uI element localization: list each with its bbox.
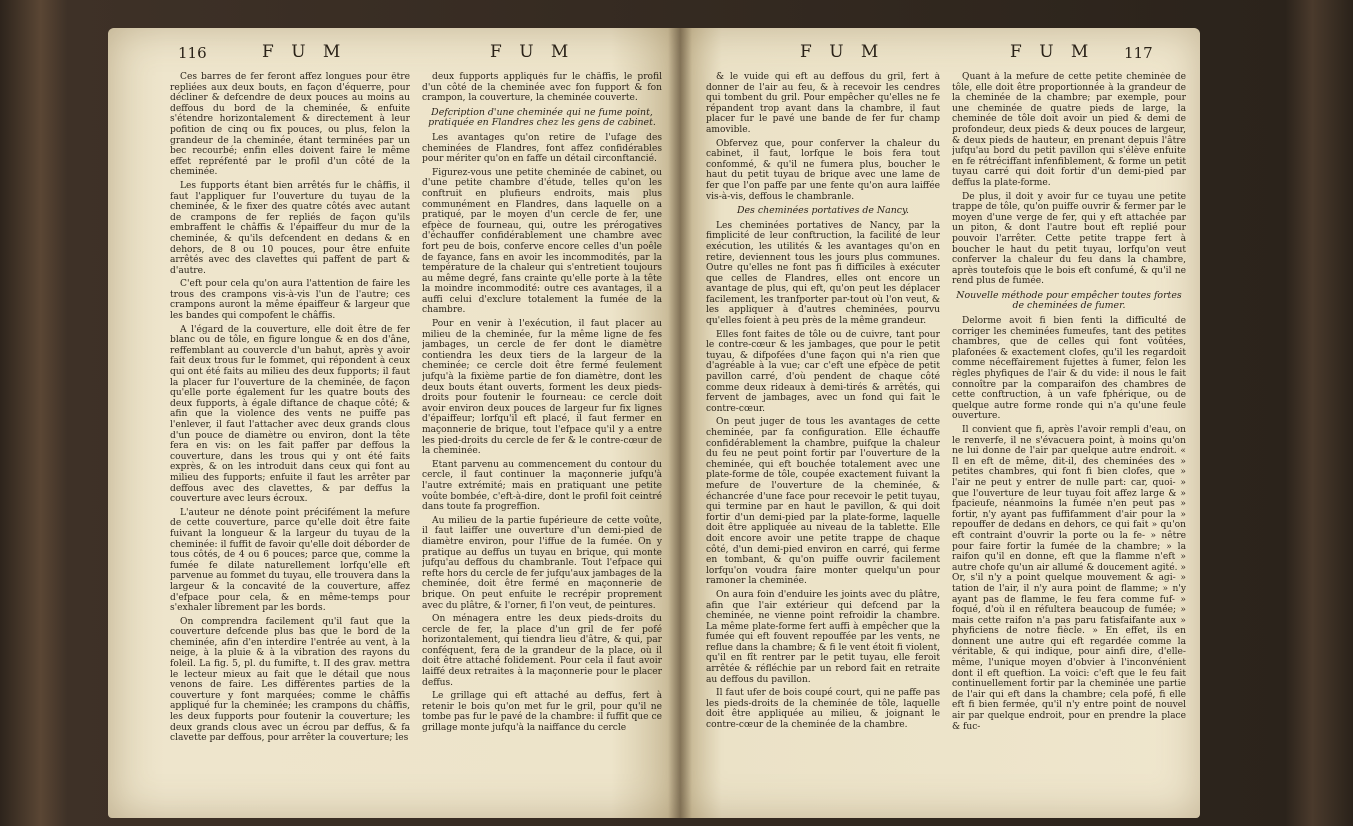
left-column-2 <box>422 72 662 807</box>
paragraph: On peut juger de tous les avantages de cette cheminée, par fa configuration. Elle échauffe confidérablement la chambre, puifque la chaleur du feu ne peut point fortir par l'ouverture de la cheminée, qui eft bouchée totalement avec une plate-forme de tôle, coupée exactement fuivant la mefure de l'ouverture de la cheminée, & échancrée d'une face pour recevoir le petit tuyau, qui termine par en haut le pavillon, & qui doit fortir d'un demi-pied par la plate-forme, laquelle doit être appliquée au niveau de la tablette. Elle doit encore avoir une petite trappe de chaque côté, d'un demi-pied environ en carré, qui ferme en tombant, & qu'on puiffe ouvrir facilement lorfqu'on voudra faire monter quelqu'un pour ramoner la cheminée. <box>706 417 940 587</box>
paragraph: Il faut ufer de bois coupé court, qui ne paffe pas les pieds-droits de la cheminée de tôle, laquelle doit être appliquée au milieu, & joignant le contre-cœur de la cheminée de la chambre. <box>706 688 940 731</box>
left-page-number: 116 <box>178 44 207 62</box>
paragraph: C'eft pour cela qu'on aura l'attention de faire les trous des crampons vis-à-vis l'un de l'autre; ces crampons auront la même épaiffeur & largeur que les bandes qui compofent le châffis. <box>170 279 410 322</box>
paragraph: A l'égard de la couverture, elle doit être de fer blanc ou de tôle, en figure longue & en dos d'âne, reffemblant au couvercle d'un bahut, après y avoir fait deux trous fur le fommet, qui répondent à ceux qui ont été faits au milieu des deux fupports; il faut la placer fur l'ouverture de la cheminée, de façon qu'elle porte également fur les quatre bouts des deux fupports, à égale diftance de chaque côté; & afin que la violence des vents ne puiffe pas l'enlever, il faut l'attacher avec deux grands clous d'un pouce de diamètre ou environ, dont la tête fera en vis: on les fait paffer par deffous la couverture, dans les trous qui y ont été faits exprès, & on les introduit dans ceux qui font au milieu des fupports; enfuite il faut les arrêter par deffous avec des clavettes, & par deffus la couverture avec leurs écroux. <box>170 324 410 505</box>
paragraph: & le vuide qui eft au deffous du gril, fert à donner de l'air au feu, & à recevoir les cendres qui tombent du gril. Pour empêcher qu'elles ne fe répandent trop avant dans la chambre, il faut placer fur le pavé une bande de fer fur champ amovible. <box>706 72 940 135</box>
left-running-head-2: F U M <box>490 42 575 62</box>
paragraph: Etant parvenu au commencement du contour du cercle, il faut continuer la maçonnerie jufqu'à l'autre extrémité; mais en pratiquant une petite voûte bombée, c'eft-à-dire, dont le profil foit ceintré dans toute fa progreffion. <box>422 459 662 513</box>
paragraph: On ménagera entre les deux pieds-droits du cercle de fer, la place d'un gril de fer pofé horizontalement, qui tiendra lieu d'âtre, & qui, par conféquent, fera de la grandeur de la place, où il doit être attaché folidement. Pour cela il faut avoir laiffé deux retraites à la maçonnerie pour le placer deffus. <box>422 614 662 688</box>
paragraph: Les cheminées portatives de Nancy, par la fimplicité de leur conftruction, la facilité de leur exécution, les utilités & les avantages qu'on en retire, deviennent tous les jours plus communes. Outre qu'elles ne font pas fi difficiles à exécuter que celles de Flandres, elles ont encore un avantage de plus, qui eft, qu'on peut les déplacer facilement, les tranfporter par-tout où l'on veut, & les appliquer à d'autres cheminées, pourvu qu'elles foient à peu près de la même grandeur. <box>706 220 940 327</box>
paragraph: Delorme avoit fi bien fenti la difficulté de corriger les cheminées fumeufes, tant des petites chambres, que de celles qui font voûtées, plafonées & exactement clofes, qu'il les regardoit comme néceffairement fujettes à fumer, felon les règles phyfiques de l'air & du vide: il nous le fait connoître par la comparaifon des chambres de cette conftruction, à un vafe fphérique, ou de quelque autre forme ronde qui n'a qu'une feule ouverture. <box>952 316 1186 422</box>
paragraph: deux fupports appliqués fur le châffis, le profil d'un côté de la cheminée avec fon fupport & fon crampon, la couverture, la cheminée couverte. <box>422 72 662 104</box>
paragraph: Elles font faites de tôle ou de cuivre, tant pour le contre-cœur & les jambages, que pour le petit tuyau, & difpofées d'une façon qui n'a rien que d'agréable à la vue; car c'eft une efpèce de petit pavillon carré, d'où pendent de chaque côté comme deux rideaux à demi-tirés & arrêtés, qui fervent de jambages, avec un fond qui fait le contre-cœur. <box>706 329 940 414</box>
right-running-head-1: F U M <box>800 42 885 62</box>
paragraph: Les fupports étant bien arrêtés fur le châffis, il faut l'appliquer fur l'ouverture du tuyau de la cheminée, & le fixer des quatre côtés avec autant de crampons de fer repliés de façon qu'ils embraffent le châffis & l'épaiffeur du mur de la cheminée, & qu'ils defcendent en dedans & en dehors, de 8 ou 10 pouces, pour être enfuite arrêtés avec des clavettes qui paffent de part & d'autre. <box>170 180 410 276</box>
right-column-2 <box>952 72 1186 807</box>
paragraph: L'auteur ne dénote point précifément la mefure de cette couverture, parce qu'elle doit être faite fuivant la longueur & la largeur du tuyau de la cheminée: il fuffit de favoir qu'elle doit déborder de tous côtés, de 4 ou 6 pouces; parce que, comme la fumée fe dilate naturellement lorfqu'elle eft parvenue au fommet du tuyau, elle trouvera dans la largeur & la concavité de la couverture, affez d'efpace pour cela, & en même-temps pour s'exhaler librement par les bords. <box>170 507 410 614</box>
paragraph: On aura foin d'enduire les joints avec du plâtre, afin que l'air extérieur qui defcend par la cheminée, ne vienne point refroidir la chambre. La même plate-forme fert auffi à empêcher que la fumée qui eft fouvent repouffée par les vents, ne reflue dans la chambre; & fi le vent étoit fi violent, qu'il en fît rentrer par le petit tuyau, elle feroit arrêtée & réfléchie par un rebord fait en retraite au deffous du pavillon. <box>706 589 940 685</box>
book-gutter <box>668 28 692 818</box>
paragraph: Pour en venir à l'exécution, il faut placer au milieu de la cheminée, fur la même ligne de fes jambages, un cercle de fer dont le diamètre contiendra les deux tiers de la largeur de la cheminée; ce cercle doit être fermé feulement jufqu'à la fixième partie de fon diamètre, dont les deux bouts étant ouverts, forment les deux pieds-droits pour foutenir le fourneau: ce cercle doit avoir environ deux pouces de largeur fur fix lignes d'épaiffeur; lorfqu'il eft placé, il faut fermer en maçonnerie de brique, tout l'efpace qu'il y a entre les pied-droits du cercle de fer & le contre-cœur de la cheminée. <box>422 319 662 457</box>
paragraph: Obfervez que, pour conferver la chaleur du cabinet, il faut, lorfque le bois fera tout confommé, & qu'il ne fumera plus, boucher le haut du petit tuyau de brique avec une lame de fer que l'on paffe par une fente qu'on aura laiffée vis-à-vis, deffous le chambranle. <box>706 138 940 202</box>
paragraph: Ces barres de fer feront affez longues pour être repliées aux deux bouts, en façon d'équerre, pour décliner & defcendre de deux pouces au moins au deffous du bord de la cheminée, & enfuite s'étendre horizontalement & directement à leur pofition de cinq ou fix pouces, ou plus, felon la grandeur de la cheminée, étant terminées par un bec recourbé; enfin elles doivent faire le même effet repréfenté par le profil d'un côté de la cheminée. <box>170 72 410 178</box>
section-heading: Defcription d'une cheminée qui ne fume point, pratiquée en Flandres chez les gens de cabinet. <box>428 106 656 129</box>
section-heading: Nouvelle méthode pour empêcher toutes fortes de cheminées de fumer. <box>956 289 1182 312</box>
right-running-head-2: F U M <box>1010 42 1095 62</box>
paragraph: On comprendra facilement qu'il faut que la couverture defcende plus bas que le bord de la cheminée, afin d'en interdire l'entrée au vent, à la neige, à la pluie & à la vibration des rayons du foleil. La fig. 5, pl. du fumifte, t. II des grav. mettra le lecteur mieux au fait que le détail que nous venons de faire. Les différentes parties de la couverture y font marquées; comme le châffis appliqué fur la cheminée; les crampons du châffis, les deux fupports pour foutenir la couverture; les deux grands clous avec un écrou par deffus, & fa clavette par deffous, pour arrêter la couverture; les <box>170 616 410 744</box>
left-column-1 <box>170 72 410 807</box>
section-heading: Des cheminées portatives de Nancy. <box>736 205 910 217</box>
paragraph: Au milieu de la partie fupérieure de cette voûte, il faut laiffer une ouverture d'un demi-pied de diamètre environ, pour l'iffue de la fumée. On y pratique au deffus un tuyau en brique, qui monte jufqu'au deffous du chambranle. Tout l'efpace qui refte hors du cercle de fer jufqu'aux jambages de la cheminée, doit être fermé en maçonnerie de brique. On peut enfuite le recrépir proprement avec du plâtre, & l'orner, fi l'on veut, de peintures. <box>422 515 662 611</box>
paragraph: Le grillage qui eft attaché au deffus, fert à retenir le bois qu'on met fur le gril, pour qu'il ne tombe pas fur le pavé de la chambre: il fuffit que ce grillage monte jufqu'à la naiffance du cercle <box>422 691 662 734</box>
paragraph: Figurez-vous une petite cheminée de cabinet, ou d'une petite chambre d'étude, telles qu'on les conftruit en plufieurs endroits, mais plus communément en Flandres, dans laquelle on a pratiqué, par le moyen d'un cercle de fer, une efpèce de fourneau, qui, outre les prérogatives d'échauffer confidérablement une chambre avec fort peu de bois, conferve encore celles d'un poêle de fayance, fans en avoir les incommodités, par la température de la chaleur qui s'entretient toujours au même degré, fans crainte qu'elle porte à la tête la moindre incommodité: outre ces avantages, il a auffi celui d'exclure totalement la fumée de la chambre. <box>422 167 662 316</box>
right-column-1 <box>706 72 940 807</box>
paragraph: Quant à la mefure de cette petite cheminée de tôle, elle doit être proportionnée à la grandeur de la cheminée de la chambre; par exemple, pour une cheminée de quatre pieds de large, la cheminée de tôle doit avoir un pied & demi de profondeur, deux pieds & deux pouces de largeur, & deux pieds de hauteur, en prenant depuis l'âtre jufqu'au bord du petit pavillon qui s'élève enfuite en fe rétréciffant infenfiblement, & forme un petit tuyau carré qui doit fortir d'un demi-pied par deffus la plate-forme. <box>952 72 1186 188</box>
left-running-head-1: F U M <box>262 42 347 62</box>
paragraph: De plus, il doit y avoir fur ce tuyau une petite trappe de tôle, qu'on puiffe ouvrir & fermer par le moyen d'une verge de fer, qui y eft attachée par un piton, & dont l'autre bout eft replié pour pouvoir l'arrêter. Cette petite trappe fert à boucher le haut du petit tuyau, lorfqu'on veut conferver la chaleur du feu dans la chambre, après toutefois que le bois eft confumé, & qu'il ne rend plus de fumée. <box>952 191 1186 287</box>
paragraph: Les avantages qu'on retire de l'ufage des cheminées de Flandres, font affez confidérables pour mériter qu'on en faffe un détail circonftancié. <box>422 132 662 165</box>
paragraph: Il convient que fi, après l'avoir rempli d'eau, on le renverfe, il ne s'évacuera point, à moins qu'on ne lui donne de l'air par quelque autre endroit. « Il en eft de même, dit-il, des cheminées des » petites chambres, qui font fi bien clofes, que » l'air ne peut y entrer de nulle part: car, quoi- » que l'ouverture de leur tuyau foit affez large & » fpacieufe, néanmoins la fumée n'en peut pas » fortir, n'y ayant pas fuffifamment d'air pour la » repouffer de dedans en dehors, ce qui fait » qu'on eft contraint d'ouvrir la porte ou la fe- » nêtre pour faire fortir la fumée de la chambre; » la raifon qu'il en donne, eft que la flamme n'eft » autre chofe qu'un air allumé & doucement agité. » Or, s'il n'y a point quelque mouvement & agi- » tation de l'air, il n'y aura point de flamme; » n'y ayant pas de flamme, le feu fera comme fuf- » foqué, d'où il en réfultera beaucoup de fumée; » mais cette raifon n'a pas paru fatisfaifante aux » phyficiens de notre fiècle. » En effet, ils en donnent une autre qui eft regardée comme la véritable, & qui indique, pour ainfi dire, d'elle-même, l'unique moyen d'obvier à l'inconvénient dont il eft queftion. La voici: c'eft que le feu fait continuellement fortir par la cheminée une partie de l'air qui eft dans la chambre; cela pofé, fi elle eft fi bien fermée, qu'il n'y entre point de nouvel air par quelque endroit, pour en prendre la place & fuc- <box>952 425 1186 732</box>
right-page-number: 117 <box>1124 44 1153 62</box>
